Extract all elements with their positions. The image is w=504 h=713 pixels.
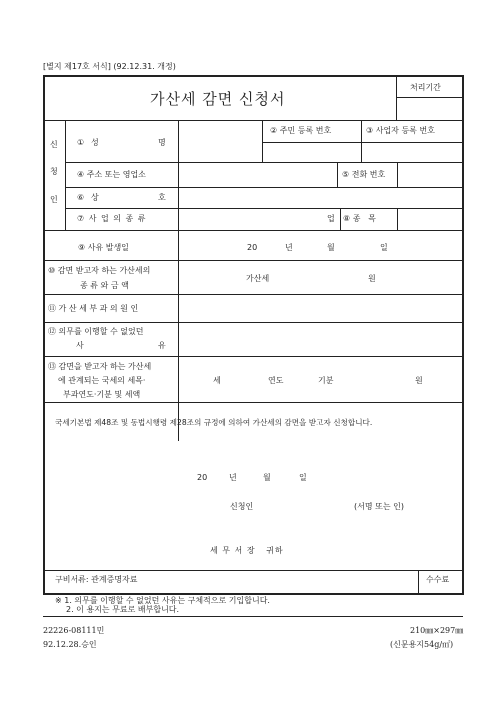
related-tax-label-line3: 부과연도·기분 및 세액: [63, 390, 141, 399]
application-date-field[interactable]: [190, 468, 315, 486]
related-tax-field[interactable]: [179, 357, 462, 402]
imposition-reason-label: ⑪ 가 산 세 부 과 의 원 인: [48, 304, 139, 313]
processing-period-label: 처리기간: [410, 83, 441, 92]
business-number-label: ③ 사업자 등록 번호: [366, 126, 435, 135]
business-type-field[interactable]: [179, 209, 324, 230]
reason-date-day-unit: 일: [380, 243, 388, 252]
statement-text: 국세기본법 제48조 및 동법시행령 제28조의 규정에 의하여 가산세의 감면을 받고자 신청합니다.: [55, 418, 373, 427]
applicant-side-char-3: 인: [50, 195, 58, 204]
addressee: 세 무 서 장 귀하: [210, 546, 284, 555]
date-month-unit: 월: [263, 473, 271, 482]
approval-date: 92.12.28.승인: [43, 640, 97, 649]
resident-number-field[interactable]: [263, 143, 360, 162]
business-type-label: ⑦ 사 업 의 종 류: [77, 214, 147, 223]
name-number: ①: [77, 138, 85, 147]
reason-date-month-unit: 월: [327, 243, 335, 252]
paper-size: 210㎜×297㎜: [410, 626, 464, 635]
related-tax-period: 기분: [318, 376, 334, 385]
signature-note: (서명 또는 인): [354, 502, 404, 511]
applicant-side-char-2: 청: [50, 167, 58, 176]
trade-name-label: 상: [91, 193, 99, 202]
business-type-suffix: 업: [327, 214, 335, 223]
attachments-label: 구비서류: 관계증명자료: [55, 575, 138, 584]
form-title: 가산세 감면 신청서: [150, 90, 286, 108]
date-year: 20: [197, 473, 208, 482]
paper-type: (신문용지54g/㎡): [390, 640, 454, 649]
fee-label: 수수료: [426, 575, 450, 584]
penalty-unit: 원: [368, 274, 376, 283]
business-number-field[interactable]: [362, 143, 462, 162]
phone-field[interactable]: [398, 163, 462, 187]
name-label: 성: [91, 138, 99, 147]
related-tax-label-line2: 에 관계되는 국세의 세목·: [58, 376, 146, 385]
note-1: ※ 1. 의무를 이행할 수 없었던 사유는 구체적으로 기입합니다.: [55, 596, 270, 605]
penalty-label-line2: 종 류 와 금 액: [80, 281, 129, 290]
date-year-unit: 년: [229, 473, 237, 482]
reason-date-field[interactable]: [179, 231, 462, 260]
form-code: 22226-08111민: [43, 626, 105, 635]
penalty-amount-field[interactable]: [179, 261, 462, 294]
penalty-value-label: 가산세: [246, 274, 270, 283]
imposition-reason-field[interactable]: [179, 295, 462, 322]
reason-date-label: ⑨ 사유 발생일: [78, 243, 129, 252]
address-label: ④ 주소 또는 영업소: [77, 170, 146, 179]
trade-name-label-2: 호: [158, 193, 166, 202]
trade-name-field[interactable]: [179, 188, 462, 208]
trade-name-number: ⑥: [77, 193, 85, 202]
resident-number-label: ② 주민 등록 번호: [270, 126, 332, 135]
name-field[interactable]: [179, 121, 261, 162]
signer-label: 신청인: [230, 502, 254, 511]
related-tax-label-line1: ⑬ 감면을 받고자 하는 가산세: [48, 362, 152, 371]
phone-label: ⑤ 전화 번호: [342, 170, 386, 179]
inability-reason-field[interactable]: [179, 323, 462, 356]
item-field[interactable]: [398, 209, 462, 230]
signature-field[interactable]: [262, 497, 352, 515]
penalty-label-line1: ⑩ 감면 받고자 하는 가산세의: [48, 266, 151, 275]
form-number-note: [별지 제17호 서식] (92.12.31. 개정): [43, 62, 176, 71]
inability-reason-label-sa: 사: [76, 341, 84, 350]
related-tax-tax: 세: [213, 376, 221, 385]
processing-period-value[interactable]: [397, 98, 462, 120]
inability-reason-label-line1: ⑫ 의무를 이행할 수 없었던: [48, 327, 144, 336]
related-tax-won: 원: [415, 376, 423, 385]
address-field[interactable]: [179, 163, 336, 187]
date-day-unit: 일: [299, 473, 307, 482]
inability-reason-label-yu: 유: [158, 341, 166, 350]
item-label: ⑧ 종 목: [343, 214, 376, 223]
note-2: 2. 이 용지는 무료로 배부합니다.: [66, 605, 180, 614]
reason-date-year: 20: [247, 243, 258, 252]
related-tax-year: 연도: [268, 376, 284, 385]
name-label-2: 명: [158, 138, 166, 147]
applicant-side-char-1: 신: [50, 140, 58, 149]
reason-date-year-unit: 년: [285, 243, 293, 252]
